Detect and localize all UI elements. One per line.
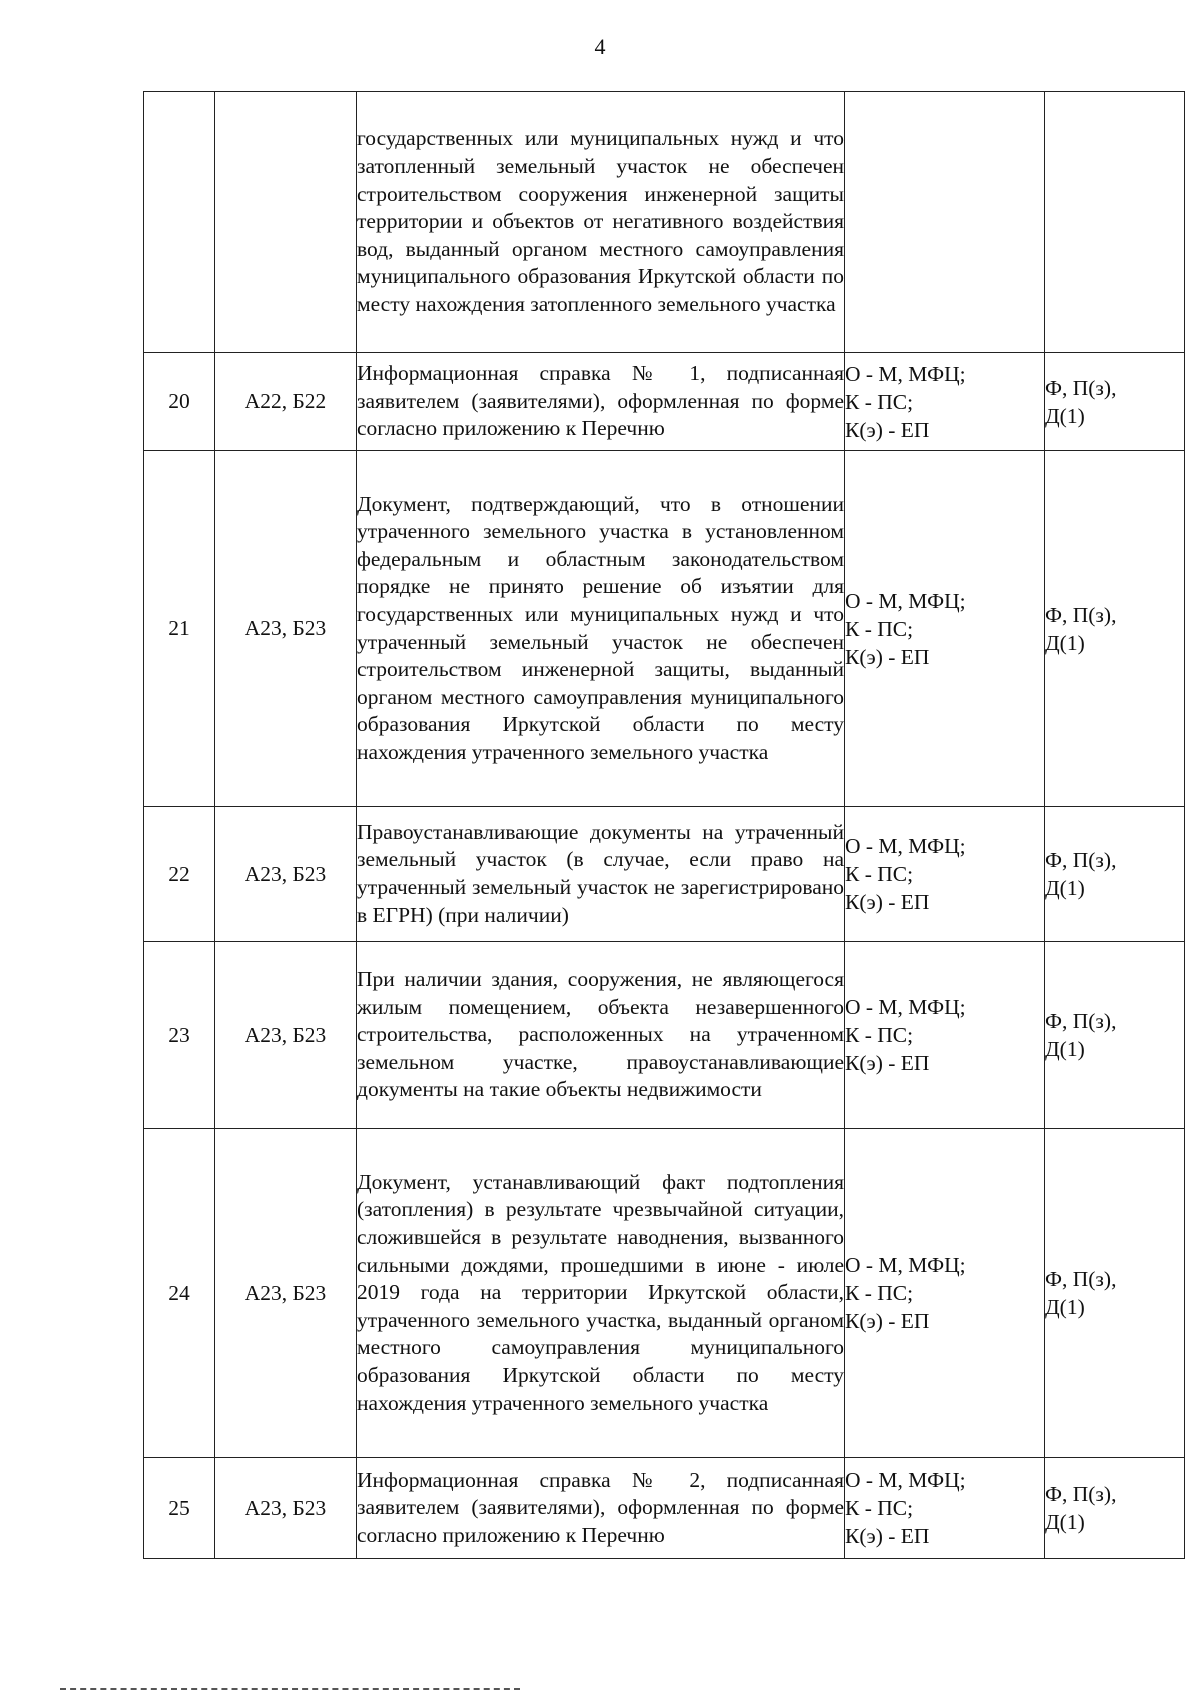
scan-edge-marks (60, 1688, 520, 1698)
row-description-cell: Правоустанавливающие документы на утраченный земельный участок (в случае, если право на утраченный земельный участок не зарегистрировано в ЕГРН) (при наличии) (357, 807, 845, 942)
row-number-cell: 20 (144, 353, 215, 451)
receive-line: К - ПС; (845, 1281, 914, 1305)
row-number-cell: 22 (144, 807, 215, 942)
receive-line: О - М, МФЦ; (845, 361, 966, 386)
table-row (144, 942, 1185, 1129)
row-number-cell: 25 (144, 1458, 215, 1559)
row-code-cell (215, 92, 357, 353)
form-line: Ф, П(з), (1045, 1482, 1117, 1506)
row-receive-cell (845, 353, 1045, 451)
receive-line: О - М, МФЦ; (845, 588, 966, 613)
table-row (144, 451, 1185, 807)
form-line: Д(1) (1045, 403, 1085, 428)
row-number-cell: 24 (144, 1129, 215, 1458)
receive-line: К(э) - ЕП (845, 1524, 930, 1548)
receive-line: К - ПС; (845, 389, 914, 414)
row-receive-cell (845, 807, 1045, 942)
form-line: Д(1) (1045, 1295, 1085, 1319)
row-number-cell (144, 92, 215, 353)
row-receive-cell (845, 1129, 1045, 1458)
receive-line: К - ПС; (845, 616, 914, 641)
receive-line: О - М, МФЦ; (845, 1468, 966, 1492)
table-row (144, 807, 1185, 942)
form-line: Д(1) (1045, 1510, 1085, 1534)
row-code-cell: А22, Б22 (215, 353, 357, 451)
row-form-cell (1045, 451, 1185, 807)
form-line: Ф, П(з), (1045, 602, 1117, 627)
form-line: Д(1) (1045, 876, 1085, 900)
documents-table (143, 91, 1185, 1559)
table-row (144, 1458, 1185, 1559)
receive-line: К(э) - ЕП (845, 644, 930, 669)
page-number: 4 (594, 34, 606, 59)
receive-line: К(э) - ЕП (845, 417, 930, 442)
receive-line: К - ПС; (845, 862, 914, 886)
row-description-cell: При наличии здания, сооружения, не являющегося жилым помещением, объекта незавершенного строительства, расположенных на утраченном земельном участке, правоустанавливающие документы на такие объекты недвижимости (357, 942, 845, 1129)
form-line: Ф, П(з), (1045, 1009, 1117, 1033)
receive-line: О - М, МФЦ; (845, 834, 966, 858)
row-code-cell: А23, Б23 (215, 451, 357, 807)
row-form-cell (1045, 353, 1185, 451)
form-line: Ф, П(з), (1045, 848, 1117, 872)
row-receive-cell (845, 451, 1045, 807)
row-description-cell: государственных или муниципальных нужд и что затопленный земельный участок не обеспечен строительством сооружения инженерной защиты территории и объектов от негативного воздействия вод, выданный органом местного самоуправления муниципального образования Иркутской области по месту нахождения затопленного земельного участка (357, 92, 845, 353)
row-form-cell (1045, 92, 1185, 353)
row-number-cell: 21 (144, 451, 215, 807)
receive-line: К - ПС; (845, 1496, 914, 1520)
row-receive-cell (845, 92, 1045, 353)
receive-line: К - ПС; (845, 1023, 914, 1047)
row-code-cell: А23, Б23 (215, 807, 357, 942)
row-form-cell (1045, 1458, 1185, 1559)
row-code-cell: А23, Б23 (215, 1458, 357, 1559)
row-receive-cell (845, 1458, 1045, 1559)
form-line: Ф, П(з), (1045, 375, 1117, 400)
table-row (144, 353, 1185, 451)
table-row (144, 1129, 1185, 1458)
form-line: Д(1) (1045, 630, 1085, 655)
row-form-cell (1045, 807, 1185, 942)
row-code-cell: А23, Б23 (215, 942, 357, 1129)
row-code-cell: А23, Б23 (215, 1129, 357, 1458)
row-number-cell: 23 (144, 942, 215, 1129)
row-description-cell: Информационная справка № 2, подписанная заявителем (заявителями), оформленная по форме согласно приложению к Перечню (357, 1458, 845, 1559)
row-description-cell: Документ, устанавливающий факт подтопления (затопления) в результате чрезвычайной ситуации, сложившейся в результате наводнения, вызванного сильными дождями, прошедшими в июне - июле 2019 года на территории Иркутской области, утраченного земельного участка, выданный органом местного самоуправления муниципального образования Иркутской области по месту нахождения утраченного земельного участка (357, 1129, 845, 1458)
receive-line: К(э) - ЕП (845, 1051, 930, 1075)
receive-line: К(э) - ЕП (845, 890, 930, 914)
row-form-cell (1045, 1129, 1185, 1458)
receive-line: О - М, МФЦ; (845, 995, 966, 1019)
row-description-cell: Информационная справка № 1, подписанная заявителем (заявителями), оформленная по форме согласно приложению к Перечню (357, 353, 845, 451)
receive-line: О - М, МФЦ; (845, 1253, 966, 1277)
row-form-cell (1045, 942, 1185, 1129)
row-receive-cell (845, 942, 1045, 1129)
row-description-cell: Документ, подтверждающий, что в отношении утраченного земельного участка в установленном федеральным и областным законодательством порядке не принято решение об изъятии для государственных или муниципальных нужд и что утраченный земельный участок не обеспечен строительством инженерной защиты, выданный органом местного самоуправления муниципального образования Иркутской области по месту нахождения утраченного земельного участка (357, 451, 845, 807)
table-row (144, 92, 1185, 353)
form-line: Ф, П(з), (1045, 1267, 1117, 1291)
form-line: Д(1) (1045, 1037, 1085, 1061)
receive-line: К(э) - ЕП (845, 1309, 930, 1333)
